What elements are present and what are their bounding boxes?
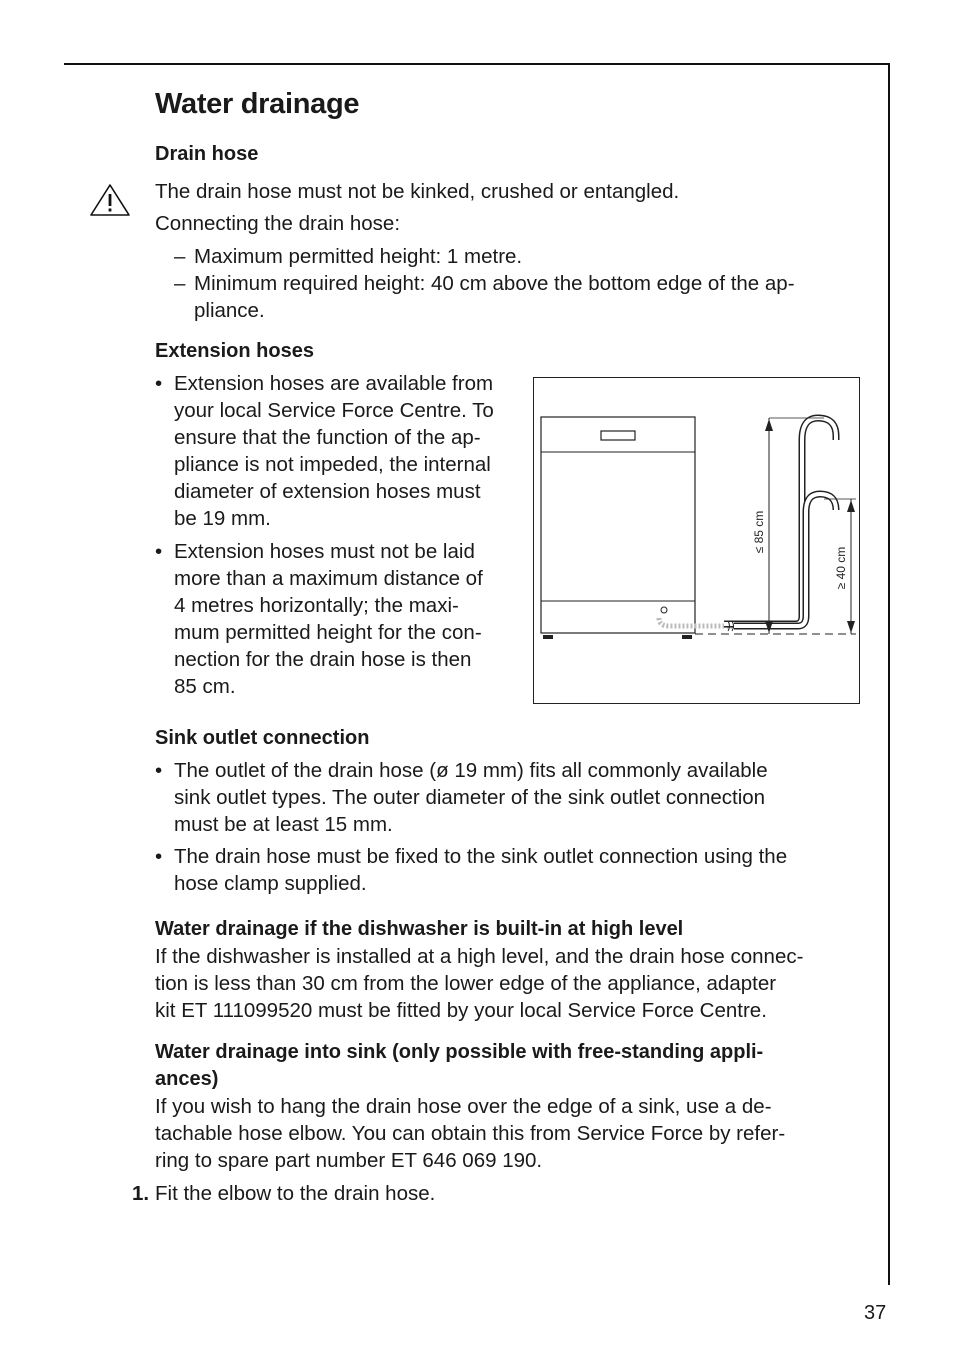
label-min-height: ≥ 40 cm bbox=[834, 546, 848, 590]
high-level-line: If the dishwasher is installed at a high level, and the drain hose connec- bbox=[155, 945, 804, 968]
drain-hose-dash-2: – bbox=[174, 272, 186, 295]
foot-left bbox=[543, 635, 553, 639]
page-title: Water drainage bbox=[155, 88, 360, 120]
extension-item-1-line: Extension hoses are available from bbox=[174, 372, 494, 395]
drain-hose-warning: The drain hose must not be kinked, crushed or entangled. bbox=[155, 180, 680, 203]
dim-85-arrow-top bbox=[765, 419, 773, 431]
extension-item-2-line: 4 metres horizontally; the maxi- bbox=[174, 594, 459, 617]
sink-item-1-line: The outlet of the drain hose (ø 19 mm) fits all commonly available bbox=[174, 759, 768, 782]
sink-bullet-2: • bbox=[155, 845, 163, 868]
into-sink-heading-cont: ances) bbox=[155, 1068, 219, 1090]
hose-low bbox=[734, 494, 836, 626]
dim-40-arrow-bottom bbox=[847, 621, 855, 633]
sink-item-2-line: hose clamp supplied. bbox=[174, 872, 367, 895]
high-level-line: tion is less than 30 cm from the lower edge of the appliance, adapter bbox=[155, 972, 777, 995]
sink-bullet-1: • bbox=[155, 759, 163, 782]
drain-hose-item-2: Minimum required height: 40 cm above the bottom edge of the ap- bbox=[194, 272, 795, 295]
high-level-heading: Water drainage if the dishwasher is built-in at high level bbox=[155, 918, 684, 940]
top-rule bbox=[64, 63, 890, 65]
foot-right bbox=[682, 635, 692, 639]
hose-low-inner bbox=[734, 494, 836, 626]
drain-hose-item-1: Maximum permitted height: 1 metre. bbox=[194, 245, 523, 268]
into-sink-line: If you wish to hang the drain hose over the edge of a sink, use a de- bbox=[155, 1095, 772, 1118]
high-level-line: kit ET 111099520 must be fitted by your local Service Force Centre. bbox=[155, 999, 767, 1022]
label-max-height: ≤ 85 cm bbox=[752, 510, 766, 554]
hose-outlet-segment bbox=[659, 618, 734, 626]
extension-item-1-line: ensure that the function of the ap- bbox=[174, 426, 481, 449]
extension-bullet-2: • bbox=[155, 540, 163, 563]
step-text: Fit the elbow to the drain hose. bbox=[155, 1182, 436, 1205]
extension-item-1-line: diameter of extension hoses must bbox=[174, 480, 481, 503]
step-number: 1. bbox=[132, 1182, 150, 1205]
drain-hose-heading: Drain hose bbox=[155, 143, 259, 165]
extension-item-1-line: your local Service Force Centre. To bbox=[174, 399, 494, 422]
extension-hoses-heading: Extension hoses bbox=[155, 340, 314, 362]
into-sink-line: tachable hose elbow. You can obtain this from Service Force by refer- bbox=[155, 1122, 786, 1145]
drain-height-diagram bbox=[534, 378, 861, 705]
drain-hose-dash-1: – bbox=[174, 245, 186, 268]
sink-outlet-heading: Sink outlet connection bbox=[155, 727, 370, 749]
dim-40-arrow-top bbox=[847, 500, 855, 512]
extension-item-2-line: nection for the drain hose is then bbox=[174, 648, 472, 671]
extension-item-2-line: 85 cm. bbox=[174, 675, 236, 698]
sink-item-1-line: sink outlet types. The outer diameter of the sink outlet connection bbox=[174, 786, 766, 809]
right-rule bbox=[888, 63, 890, 1285]
outlet-connector bbox=[661, 607, 667, 613]
extension-item-2-line: Extension hoses must not be laid bbox=[174, 540, 475, 563]
into-sink-line: ring to spare part number ET 646 069 190. bbox=[155, 1149, 543, 1172]
control-display bbox=[601, 431, 635, 440]
hose-high bbox=[724, 418, 836, 624]
extension-item-2-line: more than a maximum distance of bbox=[174, 567, 483, 590]
drain-height-figure bbox=[533, 377, 860, 704]
drain-hose-intro: Connecting the drain hose: bbox=[155, 212, 401, 235]
into-sink-heading: Water drainage into sink (only possible with free-standing appli- bbox=[155, 1041, 764, 1063]
extension-item-1-line: be 19 mm. bbox=[174, 507, 271, 530]
extension-item-2-line: mum permitted height for the con- bbox=[174, 621, 482, 644]
page-number: 37 bbox=[864, 1302, 887, 1324]
sink-item-2-line: The drain hose must be fixed to the sink outlet connection using the bbox=[174, 845, 788, 868]
warning-icon bbox=[88, 182, 132, 218]
extension-item-1-line: pliance is not impeded, the internal bbox=[174, 453, 491, 476]
drain-hose-item-2-cont: pliance. bbox=[194, 299, 265, 322]
hose-high-inner bbox=[724, 418, 836, 624]
sink-item-1-line: must be at least 15 mm. bbox=[174, 813, 393, 836]
extension-bullet-1: • bbox=[155, 372, 163, 395]
